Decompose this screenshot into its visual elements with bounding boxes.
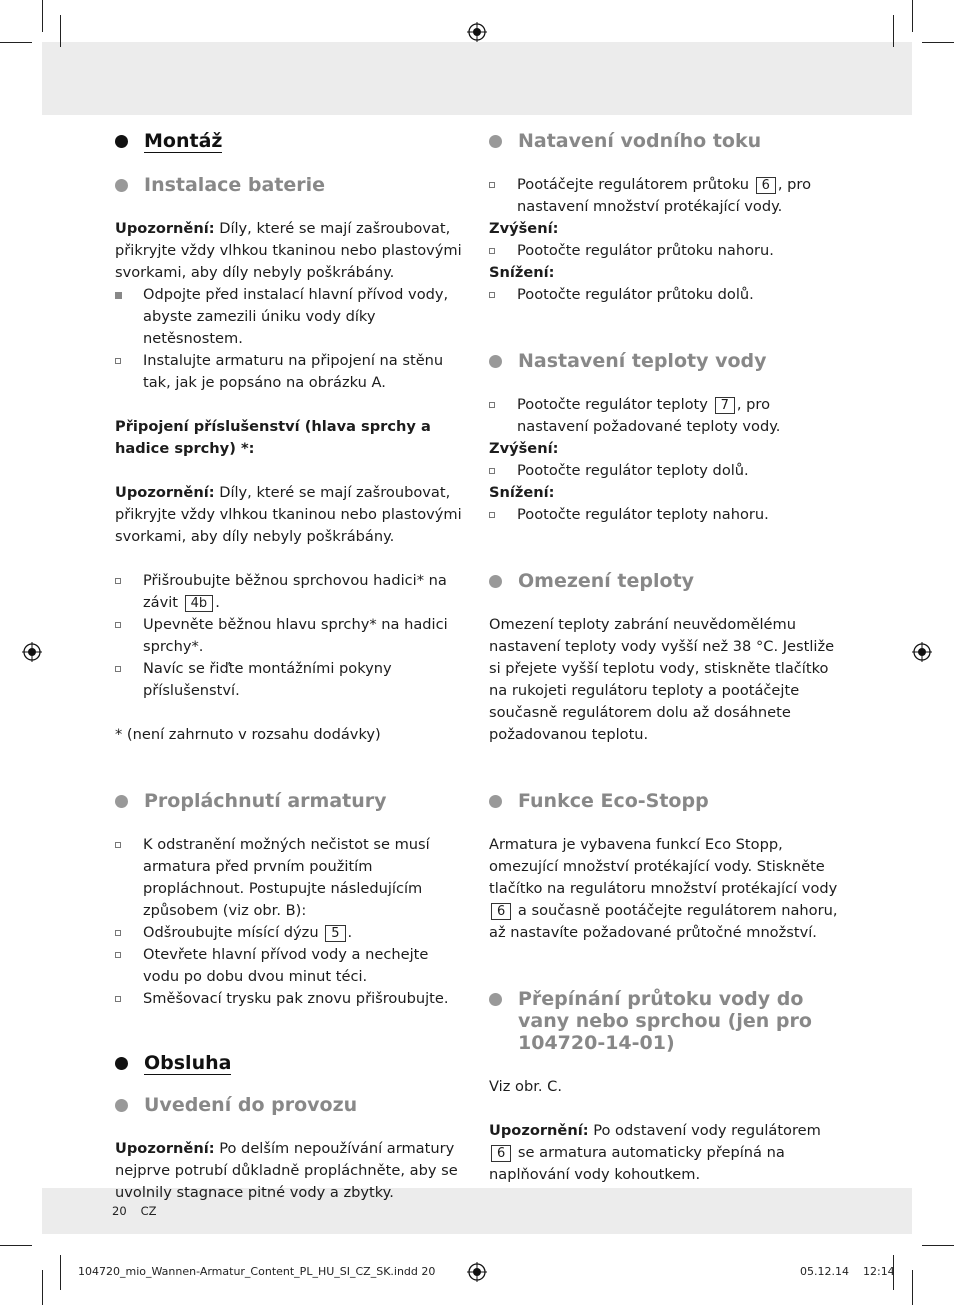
- list-item: Odšroubujte mísící dýzu 5 .: [115, 922, 467, 944]
- bullet-dot-icon: [115, 795, 128, 808]
- paragraph-omezeni: Omezení teploty zabrání neuvědomělému nastavení teploty vody vyšší než 38 °C. Jestliže si přejete vyšší teplotu vody, stiskněte tlačítko na rukojeti regulátoru teploty a pootáčejte současně regulátorem dolu až dosáhnete požadovanou teplotu.: [489, 616, 835, 743]
- crop-mark: [922, 1245, 954, 1246]
- label-zvyseni: Zvýšení:: [489, 440, 559, 457]
- part-reference: 4b: [185, 595, 214, 612]
- bullet-dot-icon: [115, 1057, 128, 1070]
- checkbox-bullet-icon: [115, 842, 121, 848]
- section-heading-montaz: Montáž: [115, 128, 467, 154]
- checkbox-bullet-icon: [489, 512, 495, 518]
- checkbox-bullet-icon: [489, 468, 495, 474]
- note-paragraph: Upozornění: Díly, které se mají zašroubovat, přikryjte vždy vlhkou tkaninou nebo plastovými svorkami, aby díly nebyly poškrábány.: [115, 484, 462, 545]
- checkbox-bullet-icon: [115, 930, 121, 936]
- list-item: Navíc se řiďte montážními pokyny příslušenství.: [115, 658, 467, 702]
- list-item: Upevněte běžnou hlavu sprchy* na hadici sprchy*.: [115, 614, 467, 658]
- heading-prepinani: Přepínání průtoku vody do vany nebo sprchou (jen pro 104720-14-01): [489, 988, 841, 1054]
- crop-mark: [893, 15, 894, 47]
- crop-mark: [60, 15, 61, 47]
- heading-uvedeni: Uvedení do provozu: [115, 1094, 467, 1116]
- list-item: Pootočte regulátor teploty 7 , pro nastavení požadované teploty vody.: [489, 394, 841, 438]
- checkbox-bullet-icon: [115, 952, 121, 958]
- list-item: Přišroubujte běžnou sprchovou hadici* na závit 4b .: [115, 570, 467, 614]
- registration-mark-icon: [467, 22, 487, 42]
- heading-eco-stopp: Funkce Eco-Stopp: [489, 790, 841, 812]
- checkbox-bullet-icon: [115, 996, 121, 1002]
- label-snizeni: Snížení:: [489, 484, 555, 501]
- bullet-dot-icon: [115, 135, 128, 148]
- part-reference: 6: [491, 1145, 511, 1162]
- square-bullet-icon: [115, 292, 122, 299]
- left-column: [115, 128, 467, 1204]
- bullet-dot-icon: [489, 795, 502, 808]
- crop-mark: [42, 0, 43, 32]
- list-item: Pootočte regulátor teploty nahoru.: [489, 504, 841, 526]
- crop-mark: [60, 1255, 61, 1290]
- list-item: K odstranění možných nečistot se musí armatura před prvním použitím propláchnout. Postupujte následujícím způsobem (viz obr. B):: [115, 834, 467, 922]
- subheading-pripojeni: Připojení příslušenství (hlava sprchy a hadice sprchy) *:: [115, 418, 431, 457]
- label-snizeni: Snížení:: [489, 264, 555, 281]
- part-reference: 5: [325, 925, 345, 942]
- part-reference: 6: [756, 177, 776, 194]
- bullet-dot-icon: [115, 1099, 128, 1112]
- heading-teplota: Nastavení teploty vody: [489, 350, 841, 372]
- heading-proplach: Propláchnutí armatury: [115, 790, 467, 812]
- part-reference: 7: [715, 397, 735, 414]
- checkbox-bullet-icon: [115, 578, 121, 584]
- page-number: 20 CZ: [112, 1204, 157, 1218]
- registration-mark-icon: [22, 642, 42, 662]
- part-reference: 6: [491, 903, 511, 920]
- heading-omezeni: Omezení teploty: [489, 570, 841, 592]
- print-date: 05.12.14 12:14: [800, 1265, 895, 1278]
- crop-mark: [912, 0, 913, 32]
- list-item: Odpojte před instalací hlavní přívod vody, abyste zamezili úniku vody díky netěsnostem.: [115, 284, 467, 350]
- heading-instalace: Instalace baterie: [115, 174, 467, 196]
- checkbox-bullet-icon: [489, 182, 495, 188]
- list-item: Pootočte regulátor průtoku dolů.: [489, 284, 841, 306]
- print-time: 12:14: [862, 1265, 895, 1278]
- crop-mark: [42, 1270, 43, 1305]
- crop-mark: [922, 42, 954, 43]
- checkbox-bullet-icon: [115, 358, 121, 364]
- crop-mark: [0, 42, 32, 43]
- bullet-dot-icon: [115, 179, 128, 192]
- list-item: Pootočte regulátor teploty dolů.: [489, 460, 841, 482]
- note-paragraph: Upozornění: Díly, které se mají zašroubovat, přikryjte vždy vlhkou tkaninou nebo plastovými svorkami, aby díly nebyly poškrábány.: [115, 220, 462, 281]
- language-code: CZ: [140, 1204, 157, 1218]
- checkbox-bullet-icon: [115, 622, 121, 628]
- list-item: Pootáčejte regulátorem průtoku 6 , pro nastavení množství protékající vody.: [489, 174, 841, 218]
- file-name: 104720_mio_Wannen-Armatur_Content_PL_HU_SI_CZ_SK.indd 20: [78, 1265, 436, 1278]
- checkbox-bullet-icon: [489, 248, 495, 254]
- checkbox-bullet-icon: [489, 292, 495, 298]
- bullet-dot-icon: [489, 575, 502, 588]
- registration-mark-icon: [912, 642, 932, 662]
- checkbox-bullet-icon: [115, 666, 121, 672]
- note-paragraph: Upozornění: Po delším nepoužívání armatury nejprve potrubí důkladně propláchněte, aby se uvolnily stagnace pitné vody a zbytky.: [115, 1140, 458, 1201]
- note-paragraph: Upozornění: Po odstavení vody regulátorem 6 se armatura automaticky přepíná na naplňování vody kohoutkem.: [489, 1122, 821, 1183]
- bullet-dot-icon: [489, 355, 502, 368]
- list-item: Instalujte armaturu na připojení na stěnu tak, jak je popsáno na obrázku A.: [115, 350, 467, 394]
- section-heading-obsluha: Obsluha: [115, 1050, 467, 1076]
- paragraph-eco: Armatura je vybavena funkcí Eco Stopp, omezující množství protékající vody. Stiskněte tlačítko na regulátoru množství protékající vody 6 a současně pootáčejte regulátorem nahoru, až nastavíte požadované průtočné množství.: [489, 836, 838, 941]
- right-column: [489, 130, 841, 1186]
- registration-mark-icon: [467, 1262, 487, 1282]
- paragraph-viz: Viz obr. C.: [489, 1078, 562, 1095]
- label-zvyseni: Zvýšení:: [489, 220, 559, 237]
- list-item: Pootočte regulátor průtoku nahoru.: [489, 240, 841, 262]
- footnote: * (není zahrnuto v rozsahu dodávky): [115, 726, 381, 743]
- list-item: Otevřete hlavní přívod vody a nechejte vodu po dobu dvou minut téci.: [115, 944, 467, 988]
- bullet-dot-icon: [489, 993, 502, 1006]
- heading-vodni-tok: Natavení vodního toku: [489, 130, 841, 152]
- checkbox-bullet-icon: [489, 402, 495, 408]
- list-item: Směšovací trysku pak znovu přišroubujte.: [115, 988, 467, 1010]
- crop-mark: [0, 1245, 32, 1246]
- bullet-dot-icon: [489, 135, 502, 148]
- header-band: [42, 42, 912, 115]
- crop-mark: [912, 1270, 913, 1305]
